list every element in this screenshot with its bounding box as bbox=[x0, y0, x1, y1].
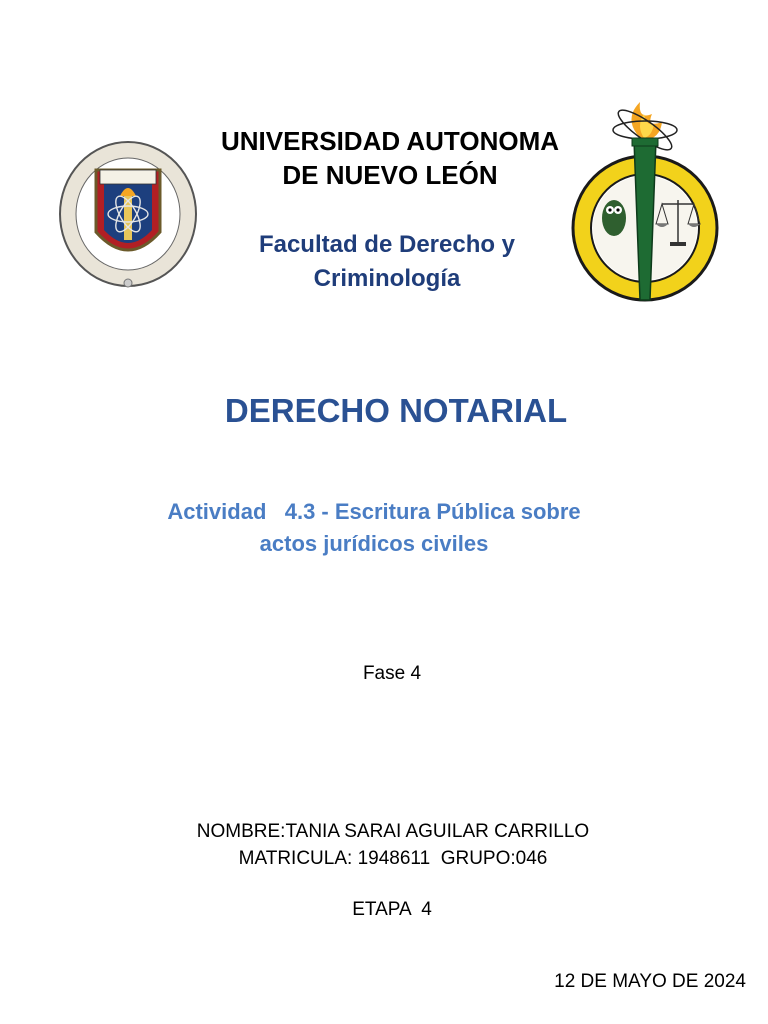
faculty-line-1: Facultad de Derecho y bbox=[258, 231, 516, 258]
university-name bbox=[170, 124, 610, 192]
document-date: 12 DE MAYO DE 2024 bbox=[554, 971, 746, 992]
faculty-name bbox=[170, 228, 604, 296]
subject-title: DERECHO NOTARIAL bbox=[224, 392, 568, 429]
university-line-2: DE NUEVO LEÓN bbox=[282, 160, 498, 190]
activity-title bbox=[140, 496, 608, 560]
student-name: NOMBRE:TANIA SARAI AGUILAR CARRILLO bbox=[196, 821, 590, 842]
student-info bbox=[0, 818, 768, 872]
faculty-line-2: Criminología bbox=[313, 265, 461, 292]
activity-line-1: Actividad 4.3 - Escritura Pública sobre bbox=[167, 499, 581, 524]
activity-line-2: actos jurídicos civiles bbox=[259, 531, 489, 556]
phase-label: Fase 4 bbox=[362, 663, 422, 684]
university-line-1: UNIVERSIDAD AUTONOMA bbox=[220, 126, 559, 156]
stage-label: ETAPA 4 bbox=[352, 899, 432, 920]
student-id-group: MATRICULA: 1948611 GRUPO:046 bbox=[238, 848, 548, 869]
law-faculty-seal-icon bbox=[570, 100, 720, 306]
